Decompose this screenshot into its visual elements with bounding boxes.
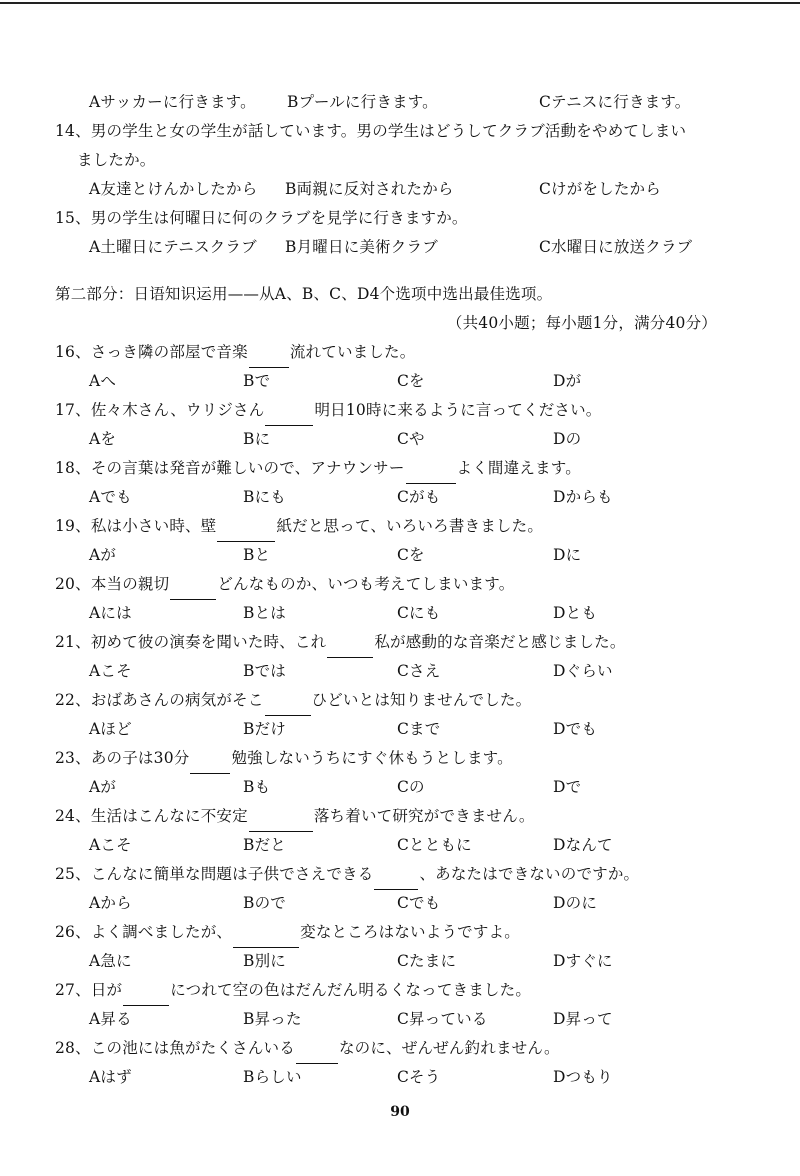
answer-blank — [265, 396, 313, 426]
option-b: Bで — [243, 372, 271, 390]
question-list — [55, 338, 745, 1092]
question-text-after: 私が感動的な音楽だと感じました。 — [374, 633, 626, 651]
option-c: C昇っている — [397, 1010, 488, 1028]
option-d: Dに — [553, 546, 582, 564]
question-text-before: 本当の親切 — [90, 575, 170, 593]
option-a: Aでも — [89, 488, 132, 506]
question-text-before: この池には魚がたくさんいる — [90, 1039, 295, 1057]
answer-blank — [170, 570, 216, 600]
q14-text-line1: 男の学生と女の学生が話しています。男の学生はどうしてクラブ活動をやめてしまい — [90, 122, 687, 140]
section2-heading: 第二部分：日语知识运用——从A、B、C、D4个选项中选出最佳选项。 — [55, 285, 553, 303]
option-b: Bでは — [243, 662, 286, 680]
question-stem — [55, 628, 745, 657]
option-a: Aこそ — [89, 836, 132, 854]
question-stem — [55, 802, 745, 831]
question-stem — [55, 860, 745, 889]
option-d: Dすぐに — [553, 952, 613, 970]
option-a: Aほど — [89, 720, 132, 738]
option-c: Cたまに — [397, 952, 457, 970]
q13-options — [55, 88, 745, 117]
question-stem — [55, 744, 745, 773]
question-stem — [55, 454, 745, 483]
q14-text-line2: ましたか。 — [77, 151, 156, 169]
q15-option-b: B月曜日に美術クラブ — [285, 238, 438, 256]
question-stem — [55, 396, 745, 425]
option-b: Bだけ — [243, 720, 286, 738]
question-number: 21、 — [55, 633, 91, 651]
option-c: Cや — [397, 430, 425, 448]
section2-subheading: （共40小题；每小题1分，满分40分） — [446, 314, 717, 332]
question-text-before: さっき隣の部屋で音楽 — [90, 343, 248, 361]
option-d: Dなんて — [553, 836, 613, 854]
option-c: Cまで — [397, 720, 441, 738]
option-a: Aが — [89, 546, 117, 564]
question-text-before: あの子は30分 — [90, 749, 190, 767]
answer-blank — [406, 454, 456, 484]
option-d: Dでも — [553, 720, 598, 738]
option-b: Bだと — [243, 836, 286, 854]
answer-blank — [327, 628, 373, 658]
question-text-after: 紙だと思って、いろいろ書きました。 — [276, 517, 544, 535]
question-text-before: 初めて彼の演奏を聞いた時、これ — [90, 633, 327, 651]
exam-page — [55, 88, 745, 1092]
option-d: Dつもり — [553, 1068, 613, 1086]
answer-blank — [217, 512, 275, 542]
question-text-before: 佐々木さん、ウリジさん — [90, 401, 265, 419]
answer-blank — [296, 1034, 338, 1064]
option-d: Dで — [553, 778, 582, 796]
option-b: Bも — [243, 778, 271, 796]
page-number: 90 — [390, 1104, 410, 1120]
option-c: Cにも — [397, 604, 441, 622]
question-text-before: 私は小さい時、壁 — [90, 517, 217, 535]
question-text-after: よく間違えます。 — [456, 459, 581, 477]
option-a: Aを — [89, 430, 117, 448]
question-text-after: 明日10時に来るように言ってください。 — [314, 401, 602, 419]
question-options — [55, 947, 745, 976]
question-number: 27、 — [55, 981, 91, 999]
question-text-after: どんなものか、いつも考えてしまいます。 — [217, 575, 515, 593]
q13-option-c: Cテニスに行きます。 — [539, 93, 691, 111]
q14-option-a: A友達とけんかしたから — [89, 180, 258, 198]
option-c: Cそう — [397, 1068, 441, 1086]
q15-text: 男の学生は何曜日に何のクラブを見学に行きますか。 — [90, 209, 468, 227]
q14-options — [55, 175, 745, 204]
question-text-after: 流れていました。 — [289, 343, 416, 361]
question-stem — [55, 570, 745, 599]
answer-blank — [190, 744, 230, 774]
question-stem — [55, 338, 745, 367]
answer-blank — [265, 686, 311, 716]
question-text-after: 勉強しないうちにすぐ休もうとします。 — [231, 749, 513, 767]
option-c: Cの — [397, 778, 425, 796]
question-options — [55, 599, 745, 628]
option-d: Dぐらい — [553, 662, 613, 680]
question-options — [55, 367, 745, 396]
question-text-before: よく調べましたが、 — [90, 923, 233, 941]
question-number: 23、 — [55, 749, 91, 767]
option-a: Aから — [89, 894, 132, 912]
question-text-before: おばあさんの病気がそこ — [90, 691, 264, 709]
option-a: Aへ — [89, 372, 117, 390]
question-stem — [55, 512, 745, 541]
question-number: 18、 — [55, 459, 91, 477]
question-text-after: 、あなたはできないのですか。 — [419, 865, 640, 883]
question-text-after: ひどいとは知りませんでした。 — [311, 691, 532, 709]
question-stem — [55, 918, 745, 947]
answer-blank — [233, 918, 299, 948]
question-number: 17、 — [55, 401, 91, 419]
question-number: 25、 — [55, 865, 91, 883]
question-number: 16、 — [55, 343, 91, 361]
question-number: 20、 — [55, 575, 91, 593]
answer-blank — [249, 338, 289, 368]
option-b: B昇った — [243, 1010, 302, 1028]
option-c: Cさえ — [397, 662, 441, 680]
option-d: Dからも — [553, 488, 613, 506]
question-options — [55, 773, 745, 802]
question-text-after: につれて空の色はだんだん明るくなってきました。 — [170, 981, 532, 999]
q15-option-a: A土曜日にテニスクラブ — [89, 238, 257, 256]
question-options — [55, 1063, 745, 1092]
option-b: Bにも — [243, 488, 286, 506]
option-c: Cを — [397, 546, 425, 564]
q13-option-a: Aサッカーに行きます。 — [89, 93, 256, 111]
q14-number: 14、 — [55, 122, 91, 140]
answer-blank — [123, 976, 169, 1006]
question-options — [55, 541, 745, 570]
option-d: Dのに — [553, 894, 598, 912]
q14-stem-cont — [55, 146, 745, 175]
option-a: Aはず — [89, 1068, 132, 1086]
question-options — [55, 657, 745, 686]
option-a: Aには — [89, 604, 132, 622]
question-number: 24、 — [55, 807, 91, 825]
option-b: Bとは — [243, 604, 286, 622]
option-b: Bと — [243, 546, 271, 564]
question-text-after: 落ち着いて研究ができません。 — [313, 807, 535, 825]
question-options — [55, 889, 745, 918]
question-options — [55, 715, 745, 744]
q15-number: 15、 — [55, 209, 91, 227]
option-a: A急に — [89, 952, 132, 970]
option-c: Cとともに — [397, 836, 472, 854]
option-b: Bらしい — [243, 1068, 302, 1086]
question-stem — [55, 1034, 745, 1063]
option-c: Cを — [397, 372, 425, 390]
question-number: 26、 — [55, 923, 91, 941]
option-d: Dの — [553, 430, 582, 448]
option-b: B別に — [243, 952, 286, 970]
option-d: Dが — [553, 372, 582, 390]
option-b: Bので — [243, 894, 286, 912]
option-c: Cがも — [397, 488, 441, 506]
option-b: Bに — [243, 430, 271, 448]
q14-option-c: Cけがをしたから — [539, 180, 661, 198]
question-options — [55, 831, 745, 860]
q14-stem — [55, 117, 745, 146]
answer-blank — [374, 860, 418, 890]
q15-options — [55, 233, 745, 262]
question-text-after: 変なところはないようですよ。 — [300, 923, 520, 941]
question-text-before: その言葉は発音が難しいので、アナウンサー — [90, 459, 405, 477]
option-d: Dとも — [553, 604, 598, 622]
option-a: Aが — [89, 778, 117, 796]
question-options — [55, 483, 745, 512]
top-rule — [0, 2, 800, 4]
option-a: A昇る — [89, 1010, 132, 1028]
q15-option-c: C水曜日に放送クラブ — [539, 238, 693, 256]
question-text-before: 生活はこんなに不安定 — [90, 807, 248, 825]
answer-blank — [249, 802, 313, 832]
question-options — [55, 1005, 745, 1034]
question-stem — [55, 686, 745, 715]
question-number: 22、 — [55, 691, 91, 709]
q13-option-b: Bプールに行きます。 — [287, 93, 438, 111]
q15-stem — [55, 204, 745, 233]
option-d: D昇って — [553, 1010, 613, 1028]
question-stem — [55, 976, 745, 1005]
option-a: Aこそ — [89, 662, 132, 680]
question-number: 28、 — [55, 1039, 91, 1057]
q14-option-b: B両親に反対されたから — [285, 180, 454, 198]
question-options — [55, 425, 745, 454]
question-number: 19、 — [55, 517, 91, 535]
question-text-before: 日が — [90, 981, 123, 999]
option-c: Cでも — [397, 894, 441, 912]
question-text-after: なのに、ぜんぜん釣れません。 — [338, 1039, 560, 1057]
question-text-before: こんなに簡単な問題は子供でさえできる — [90, 865, 374, 883]
